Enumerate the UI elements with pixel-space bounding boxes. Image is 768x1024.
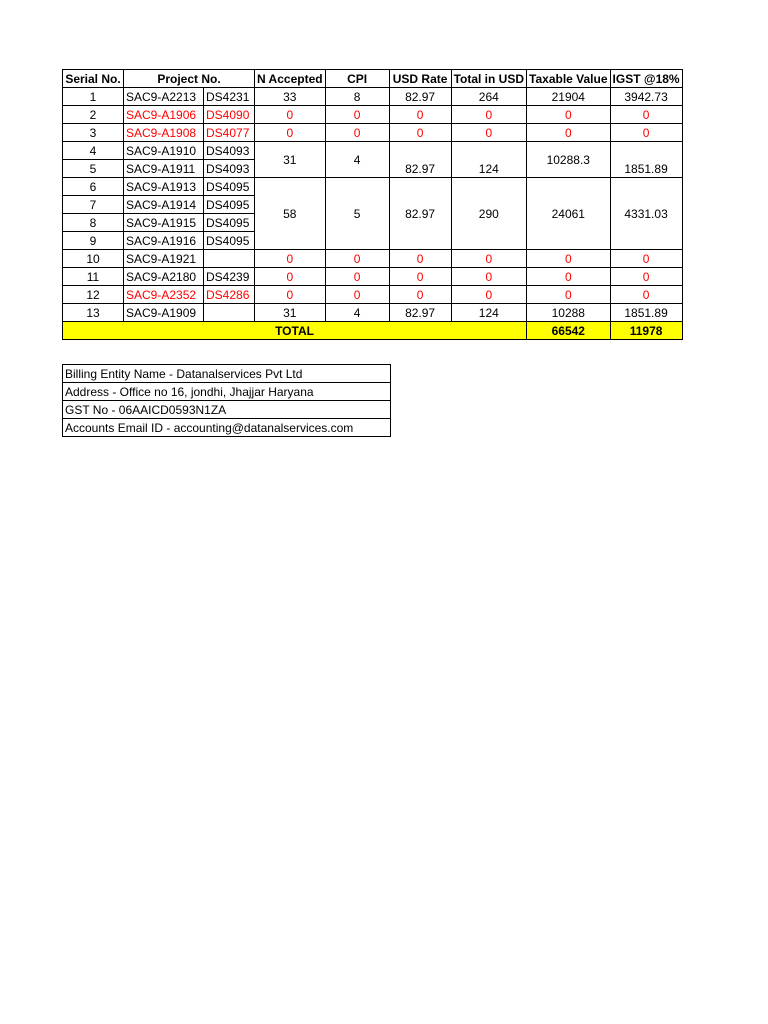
ds-cell: DS4095 — [204, 196, 255, 214]
usd-rate-cell: 82.97 — [389, 178, 451, 250]
ds-cell: DS4095 — [204, 232, 255, 250]
total-taxable: 66542 — [527, 322, 611, 340]
ds-cell: DS4093 — [204, 142, 255, 160]
billing-email-row — [63, 419, 391, 437]
n-accepted-cell: 0 — [255, 286, 326, 304]
table-row — [63, 304, 683, 322]
header-igst: IGST @18% — [610, 70, 682, 88]
header-total-usd: Total in USD — [451, 70, 526, 88]
usd-rate-cell: 82.97 — [389, 142, 451, 178]
total-usd-cell: 0 — [451, 106, 526, 124]
igst-cell: 0 — [610, 286, 682, 304]
serial-cell: 11 — [63, 268, 124, 286]
igst-cell: 0 — [610, 124, 682, 142]
billing-gst-number: GST No - 06AAICD0593N1ZA — [63, 401, 391, 419]
header-cpi: CPI — [325, 70, 389, 88]
total-row — [63, 322, 683, 340]
serial-cell: 8 — [63, 214, 124, 232]
table-row — [63, 142, 683, 160]
igst-cell: 0 — [610, 106, 682, 124]
taxable-cell: 0 — [527, 250, 611, 268]
total-usd-cell: 0 — [451, 124, 526, 142]
n-accepted-cell: 0 — [255, 250, 326, 268]
table-row — [63, 286, 683, 304]
project-cell: SAC9-A1911 — [124, 160, 204, 178]
total-igst: 11978 — [610, 322, 682, 340]
n-accepted-cell: 0 — [255, 268, 326, 286]
total-usd-cell: 124 — [451, 142, 526, 178]
usd-rate-cell: 0 — [389, 106, 451, 124]
serial-cell: 1 — [63, 88, 124, 106]
n-accepted-cell: 58 — [255, 178, 326, 250]
igst-cell: 0 — [610, 250, 682, 268]
serial-cell: 13 — [63, 304, 124, 322]
cpi-cell: 0 — [325, 250, 389, 268]
billing-info-table — [62, 364, 391, 437]
cpi-cell: 5 — [325, 178, 389, 250]
billing-entity-name: Billing Entity Name - Datanalservices Pvt Ltd — [63, 365, 391, 383]
n-accepted-cell: 0 — [255, 106, 326, 124]
igst-cell: 1851.89 — [610, 304, 682, 322]
usd-rate-cell: 0 — [389, 286, 451, 304]
project-cell: SAC9-A2213 — [124, 88, 204, 106]
n-accepted-cell: 31 — [255, 304, 326, 322]
project-cell: SAC9-A1910 — [124, 142, 204, 160]
usd-rate-cell: 82.97 — [389, 304, 451, 322]
ds-cell — [204, 250, 255, 268]
table-row — [63, 268, 683, 286]
total-usd-cell: 290 — [451, 178, 526, 250]
project-cell: SAC9-A1921 — [124, 250, 204, 268]
project-cell: SAC9-A1913 — [124, 178, 204, 196]
table-row — [63, 106, 683, 124]
taxable-cell: 0 — [527, 124, 611, 142]
project-cell: SAC9-A1915 — [124, 214, 204, 232]
taxable-cell: 24061 — [527, 178, 611, 250]
header-taxable: Taxable Value — [527, 70, 611, 88]
project-cell: SAC9-A2352 — [124, 286, 204, 304]
billing-email: Accounts Email ID - accounting@datanalservices.com — [63, 419, 391, 437]
billing-address-row — [63, 383, 391, 401]
n-accepted-cell: 31 — [255, 142, 326, 178]
ds-cell: DS4095 — [204, 214, 255, 232]
taxable-cell: 0 — [527, 268, 611, 286]
cpi-cell: 4 — [325, 142, 389, 178]
ds-cell: DS4077 — [204, 124, 255, 142]
n-accepted-cell: 33 — [255, 88, 326, 106]
serial-cell: 12 — [63, 286, 124, 304]
n-accepted-cell: 0 — [255, 124, 326, 142]
igst-cell: 0 — [610, 268, 682, 286]
usd-rate-cell: 0 — [389, 268, 451, 286]
cpi-cell: 0 — [325, 124, 389, 142]
project-cell: SAC9-A1909 — [124, 304, 204, 322]
serial-cell: 4 — [63, 142, 124, 160]
header-serial: Serial No. — [63, 70, 124, 88]
project-cell: SAC9-A2180 — [124, 268, 204, 286]
table-row — [63, 178, 683, 196]
ds-cell — [204, 304, 255, 322]
taxable-cell: 10288 — [527, 304, 611, 322]
serial-cell: 10 — [63, 250, 124, 268]
igst-cell: 1851.89 — [610, 142, 682, 178]
total-usd-cell: 0 — [451, 268, 526, 286]
ds-cell: DS4231 — [204, 88, 255, 106]
serial-cell: 3 — [63, 124, 124, 142]
billing-address: Address - Office no 16, jondhi, Jhajjar Haryana — [63, 383, 391, 401]
project-cell: SAC9-A1908 — [124, 124, 204, 142]
ds-cell: DS4093 — [204, 160, 255, 178]
header-row — [63, 70, 683, 88]
total-usd-cell: 264 — [451, 88, 526, 106]
serial-cell: 5 — [63, 160, 124, 178]
header-project: Project No. — [124, 70, 255, 88]
usd-rate-cell: 82.97 — [389, 88, 451, 106]
taxable-cell: 10288.3 — [527, 142, 611, 178]
project-cell: SAC9-A1906 — [124, 106, 204, 124]
cpi-cell: 4 — [325, 304, 389, 322]
total-label: TOTAL — [63, 322, 527, 340]
billing-gst-row — [63, 401, 391, 419]
ds-cell: DS4090 — [204, 106, 255, 124]
header-usd-rate: USD Rate — [389, 70, 451, 88]
header-n-accepted: N Accepted — [255, 70, 326, 88]
taxable-cell: 0 — [527, 106, 611, 124]
serial-cell: 6 — [63, 178, 124, 196]
ds-cell: DS4239 — [204, 268, 255, 286]
taxable-cell: 21904 — [527, 88, 611, 106]
usd-rate-cell: 0 — [389, 124, 451, 142]
cpi-cell: 0 — [325, 286, 389, 304]
project-cell: SAC9-A1916 — [124, 232, 204, 250]
billing-entity-row — [63, 365, 391, 383]
total-usd-cell: 124 — [451, 304, 526, 322]
serial-cell: 9 — [63, 232, 124, 250]
igst-cell: 3942.73 — [610, 88, 682, 106]
cpi-cell: 0 — [325, 268, 389, 286]
ds-cell: DS4095 — [204, 178, 255, 196]
cpi-cell: 0 — [325, 106, 389, 124]
usd-rate-cell: 0 — [389, 250, 451, 268]
taxable-cell: 0 — [527, 286, 611, 304]
serial-cell: 7 — [63, 196, 124, 214]
igst-cell: 4331.03 — [610, 178, 682, 250]
serial-cell: 2 — [63, 106, 124, 124]
invoice-table — [62, 69, 683, 340]
table-row — [63, 124, 683, 142]
total-usd-cell: 0 — [451, 250, 526, 268]
project-cell: SAC9-A1914 — [124, 196, 204, 214]
table-row — [63, 88, 683, 106]
table-row — [63, 250, 683, 268]
total-usd-cell: 0 — [451, 286, 526, 304]
cpi-cell: 8 — [325, 88, 389, 106]
ds-cell: DS4286 — [204, 286, 255, 304]
